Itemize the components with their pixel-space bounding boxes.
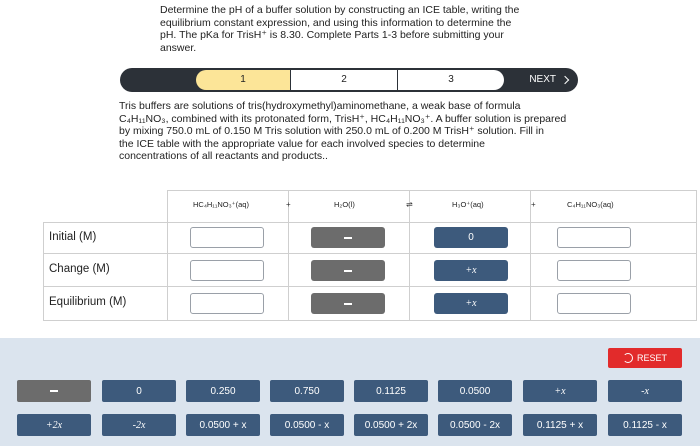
initial-trish-dropzone[interactable] [190,227,264,248]
table-border [43,253,697,254]
answer-tile[interactable]: 0.0500 - x [270,414,344,436]
table-border [288,190,289,320]
answer-tile[interactable]: -x [608,380,682,402]
ice-table [43,190,697,321]
question-line: answer. [160,41,197,54]
answer-tile-tray [0,338,700,446]
answer-tile[interactable]: 0.0500 + x [186,414,260,436]
answer-tile[interactable]: 0.750 [270,380,344,402]
reset-button[interactable] [608,348,682,368]
table-border [167,190,168,320]
answer-tile[interactable]: +2x [17,414,91,436]
problem-line: by mixing 750.0 mL of 0.150 M Tris solution with 250.0 mL of 0.200 M TrisH⁺ solution. Fill in [119,125,544,137]
row-label-initial: Initial (M) [49,231,97,243]
table-border [167,190,697,191]
operator-plus: + [531,200,536,209]
answer-tile[interactable]: 0.1125 - x [608,414,682,436]
operator-plus: + [286,200,291,209]
question-line: pH. The pKa for TrisH⁺ is 8.30. Complete Parts 1-3 before submitting your [160,29,504,41]
table-border [43,222,44,320]
equilibrium-trish-dropzone[interactable] [190,293,264,314]
answer-tile-dash[interactable] [17,380,91,402]
question-line: equilibrium constant expression, and using this information to determine the [160,16,512,29]
answer-tile[interactable]: 0.1125 [354,380,428,402]
species-header-trish: HC₄H₁₁NO₃⁺(aq) [193,200,249,209]
answer-tile[interactable]: 0.0500 [438,380,512,402]
initial-hydronium-tile[interactable]: 0 [434,227,508,248]
problem-text [119,100,579,163]
operator-equilibrium: ⇌ [406,200,413,209]
table-border [696,190,697,320]
equilibrium-water-cell [311,293,385,314]
initial-water-cell [311,227,385,248]
chevron-right-icon [561,76,569,84]
dash-icon [344,303,352,305]
answer-tile[interactable]: 0 [102,380,176,402]
species-header-water: H₂O(l) [334,200,355,209]
answer-tile[interactable]: 0.1125 + x [523,414,597,436]
change-trish-dropzone[interactable] [190,260,264,281]
problem-line: Tris buffers are solutions of tris(hydroxymethyl)aminomethane, a weak base of formula [119,100,521,112]
problem-line: C₄H₁₁NO₃, combined with its protonated form, TrisH⁺, HC₄H₁₁NO₃⁺. A buffer solution is prepared [119,112,567,125]
change-water-cell [311,260,385,281]
answer-tile[interactable]: +x [523,380,597,402]
table-border [43,286,697,287]
table-border [530,190,531,320]
equilibrium-tris-dropzone[interactable] [557,293,631,314]
problem-line: the ICE table with the appropriate value for each involved species to determine [119,137,485,150]
reset-icon [623,353,633,363]
next-label: NEXT [529,74,556,85]
row-label-change: Change (M) [49,263,110,275]
step-1-tab[interactable]: 1 [196,70,290,90]
species-header-hydronium: H₃O⁺(aq) [452,200,484,209]
dash-icon [344,270,352,272]
equilibrium-hydronium-tile[interactable]: +x [434,293,508,314]
answer-tile[interactable]: 0.250 [186,380,260,402]
table-border [43,222,697,223]
table-border [409,190,410,320]
initial-tris-dropzone[interactable] [557,227,631,248]
step-2-tab[interactable]: 2 [291,70,397,90]
question-text [160,4,560,54]
row-label-equilibrium: Equilibrium (M) [49,296,127,308]
species-header-tris: C₄H₁₁NO₃(aq) [567,200,614,209]
problem-line: concentrations of all reactants and products.. [119,150,328,162]
answer-tile[interactable]: -2x [102,414,176,436]
dash-icon [344,237,352,239]
step-3-tab[interactable]: 3 [398,70,504,90]
answer-tile[interactable]: 0.0500 - 2x [438,414,512,436]
change-hydronium-tile[interactable]: +x [434,260,508,281]
change-tris-dropzone[interactable] [557,260,631,281]
table-border [43,320,697,321]
part-stepper [120,68,578,92]
reset-label: RESET [636,353,667,363]
question-line: Determine the pH of a buffer solution by constructing an ICE table, writing the [160,4,520,16]
answer-tile[interactable]: 0.0500 + 2x [354,414,428,436]
dash-icon [50,390,58,392]
next-button[interactable] [529,68,568,92]
